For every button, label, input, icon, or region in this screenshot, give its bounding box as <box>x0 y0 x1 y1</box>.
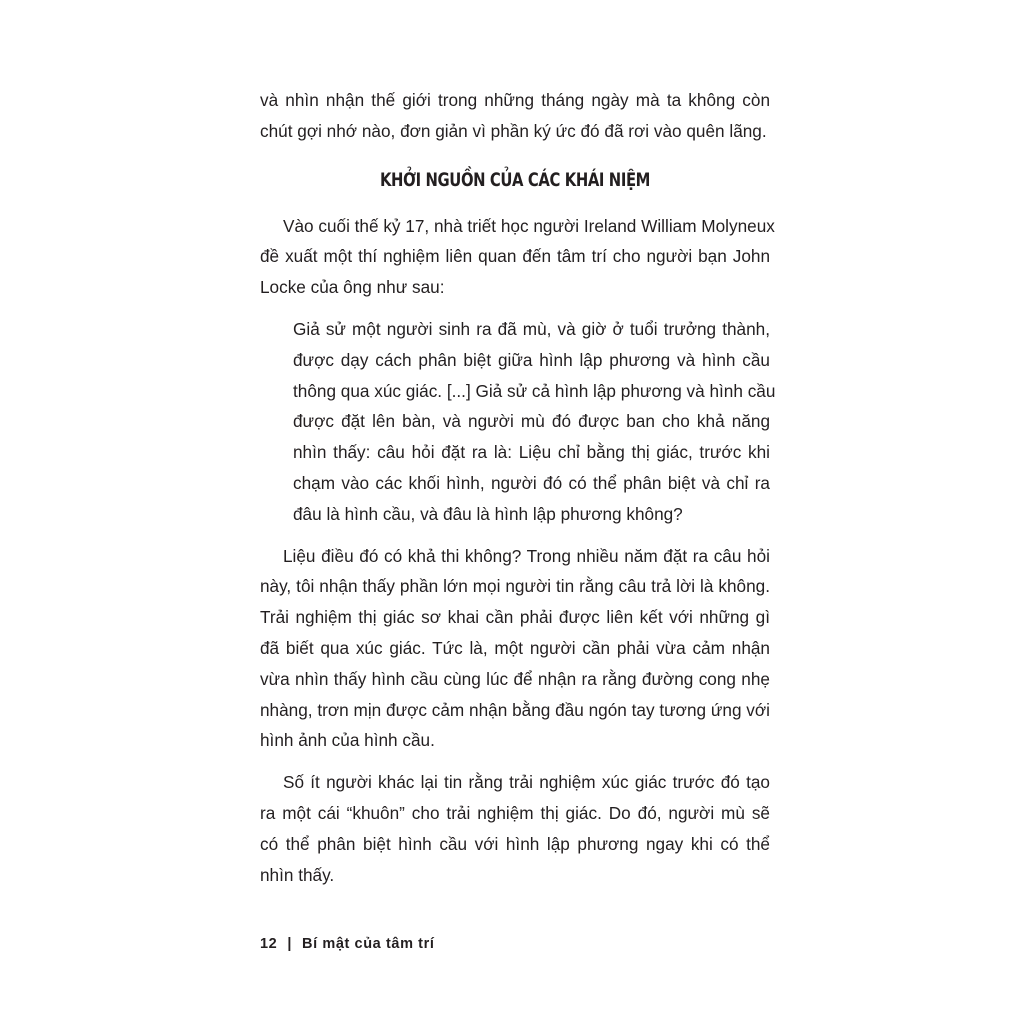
text-line: hình ảnh của hình cầu. <box>260 730 435 751</box>
paragraph <box>260 85 770 147</box>
text-line: Liệu điều đó có khả thi không? Trong nhiều năm đặt ra câu hỏi <box>283 545 770 566</box>
text-line: nhìn thấy. <box>260 864 335 885</box>
text-line: đã biết qua xúc giác. Tức là, một người cần phải vừa cảm nhận <box>260 637 770 658</box>
text-line: này, tôi nhận thấy phần lớn mọi người tin rằng câu trả lời là không. <box>260 576 770 597</box>
text-line: nhàng, trơn mịn được cảm nhận bằng đầu ngón tay tương ứng với <box>260 699 770 720</box>
paragraph <box>260 211 775 303</box>
page-body <box>260 85 776 901</box>
text-line: được dạy cách phân biệt giữa hình lập phương và hình cầu <box>293 349 770 370</box>
paragraph <box>260 767 770 890</box>
page-footer <box>260 936 435 952</box>
text-line: ra một cái “khuôn” cho trải nghiệm thị giác. Do đó, người mù sẽ <box>260 802 770 823</box>
text-line: đâu là hình cầu, và đâu là hình lập phương không? <box>293 503 683 524</box>
text-line: và nhìn nhận thế giới trong những tháng ngày mà ta không còn <box>260 90 770 110</box>
text-line: thông qua xúc giác. [...] Giả sử cả hình lập phương và hình cầu <box>293 380 776 401</box>
text-line: Giả sử một người sinh ra đã mù, và giờ ở tuổi trưởng thành, <box>293 318 770 339</box>
paragraph <box>260 541 770 757</box>
book-title: Bí mật của tâm trí <box>302 936 435 952</box>
text-line: Số ít người khác lại tin rằng trải nghiệm xúc giác trước đó tạo <box>283 772 770 793</box>
text-line: Locke của ông như sau: <box>260 277 445 298</box>
text-line: nhìn thấy: câu hỏi đặt ra là: Liệu chỉ bằng thị giác, trước khi <box>293 442 770 463</box>
footer-separator: | <box>287 936 293 952</box>
text-line: vừa nhìn thấy hình cầu cùng lúc để nhận ra rằng đường cong nhẹ <box>260 668 770 689</box>
text-line: Vào cuối thế kỷ 17, nhà triết học người Ireland William Molyneux <box>283 215 775 236</box>
text-line: chút gợi nhớ nào, đơn giản vì phần ký ức đó đã rơi vào quên lãng. <box>260 120 767 141</box>
text-line: đề xuất một thí nghiệm liên quan đến tâm trí cho người bạn John <box>260 246 770 267</box>
section-heading: KHỞI NGUỒN CỦA CÁC KHÁI NIỆM <box>379 168 651 191</box>
page-number: 12 <box>260 936 278 952</box>
text-line: chạm vào các khối hình, người đó có thể phân biệt và chỉ ra <box>293 472 770 493</box>
block-quote <box>260 314 776 530</box>
text-line: Trải nghiệm thị giác sơ khai cần phải được liên kết với những gì <box>260 607 770 628</box>
text-line: có thể phân biệt hình cầu với hình lập phương ngay khi có thể <box>260 833 770 854</box>
text-line: được đặt lên bàn, và người mù đó được ban cho khả năng <box>293 411 770 432</box>
